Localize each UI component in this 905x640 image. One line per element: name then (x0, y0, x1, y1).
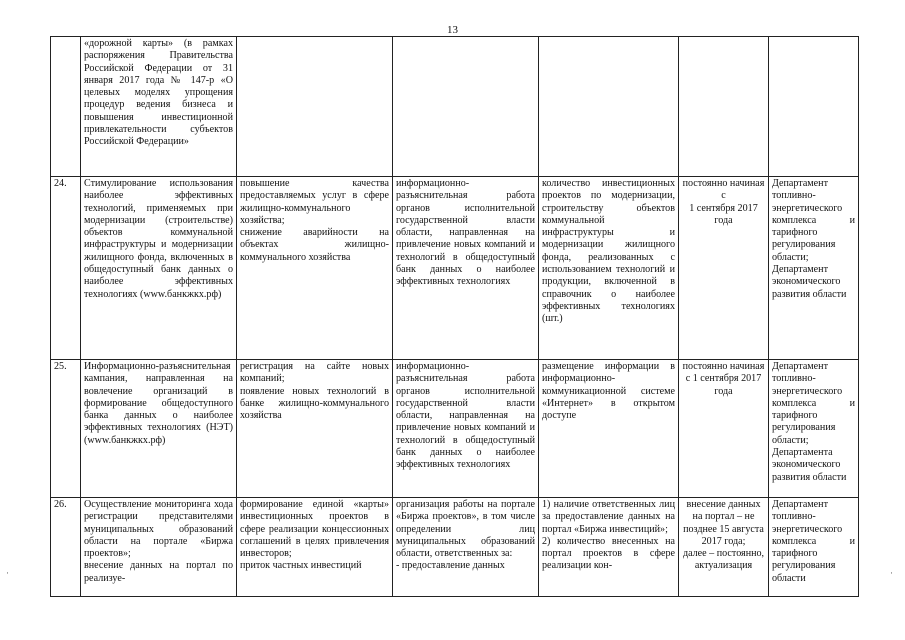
responsible-cell (769, 37, 859, 177)
activity-cell: Осуществление мониторинга хода регистрации представителями муниципальных образований области на портале «Биржа проектов»; внесение данных на портал по реализуе- (81, 498, 237, 597)
indicator-cell: размещение информации в информационно-коммуникационной системе «Интернет» в открытом доступе (539, 360, 679, 498)
mechanism-cell: информационно-разъяснительная работа органов исполнительной государственной власти области, направленная на привлечение новых компаний и технологий в общедоступный банк данных о наиболее эффективных технологиях (393, 360, 539, 498)
scan-mark-left: · (6, 568, 9, 578)
indicator-cell (539, 37, 679, 177)
table-row (51, 360, 859, 498)
table-row (51, 498, 859, 597)
activities-table (50, 36, 859, 597)
deadline-cell: постоянно начиная с 1 сентября 2017 года (679, 177, 769, 360)
deadline-cell: внесение данных на портал – не позднее 15 августа 2017 года; далее – постоянно, актуализация (679, 498, 769, 597)
scan-mark-right: · (890, 568, 893, 578)
activity-cell: Информационно-разъяснительная кампания, направленная на вовлечение организаций в формирование общедоступного банка данных о наиболее эффективных технологиях (НЭТ) (www.банкжкх.рф) (81, 360, 237, 498)
mechanism-cell (393, 37, 539, 177)
result-cell: формирование единой «карты» инвестиционных проектов в сфере реализации концессионных соглашений в целях привлечения инвесторов; приток частных инвестиций (237, 498, 393, 597)
responsible-cell: Департамент топливно-энергетического комплекса и тарифного регулирования области (769, 498, 859, 597)
result-cell: регистрация на сайте новых компаний; появление новых технологий в банке жилищно-коммунального хозяйства (237, 360, 393, 498)
responsible-cell: Департамент топливно-энергетического комплекса и тарифного регулирования области; Департамент экономического развития области (769, 177, 859, 360)
result-cell: повышение качества предоставляемых услуг в сфере жилищно-коммунального хозяйства; снижение аварийности на объектах жилищно-коммунального хозяйства (237, 177, 393, 360)
deadline-cell: постоянно начиная с 1 сентября 2017 года (679, 360, 769, 498)
row-number: 25. (51, 360, 81, 498)
indicator-cell: количество инвестиционных проектов по модернизации, строительству объектов коммунальной инфраструктуры и модернизации жилищного фонда, реализованных с использованием технологий и продукции, включенной в справочник о наиболее эффективных технологиях (шт.) (539, 177, 679, 360)
result-cell (237, 37, 393, 177)
table-row (51, 177, 859, 360)
page-number: 13 (447, 24, 458, 36)
indicator-cell: 1) наличие ответственных лиц за предоставление данных на портал «Биржа инвестиций»; 2) количество внесенных на портал проектов в сфере реализации кон- (539, 498, 679, 597)
mechanism-cell: информационно-разъяснительная работа органов исполнительной государственной власти области, направленная на привлечение новых компаний и технологий в общедоступный банк данных о наиболее эффективных технологиях (393, 177, 539, 360)
responsible-cell: Департамент топливно-энергетического комплекса и тарифного регулирования области; Департамента экономического развития области (769, 360, 859, 498)
activity-cell: «дорожной карты» (в рамках распоряжения Правительства Российской Федерации от 31 января 2017 года № 147-р «О целевых моделях упрощения процедур ведения бизнеса и повышения инвестиционной привлекательности субъектов Российской Федерации» (81, 37, 237, 177)
mechanism-cell: организация работы на портале «Биржа проектов», в том числе определении лиц муниципальных образований области, ответственных за: - предоставление данных (393, 498, 539, 597)
deadline-cell (679, 37, 769, 177)
row-number (51, 37, 81, 177)
activity-cell: Стимулирование использования наиболее эффективных технологий, применяемых при модернизации (строительстве) объектов коммунальной инфраструктуры и модернизации жилищного фонда, включенных в общедоступный банк данных о наиболее эффективных технологиях (www.банкжкх.рф) (81, 177, 237, 360)
table-row (51, 37, 859, 177)
row-number: 26. (51, 498, 81, 597)
row-number: 24. (51, 177, 81, 360)
